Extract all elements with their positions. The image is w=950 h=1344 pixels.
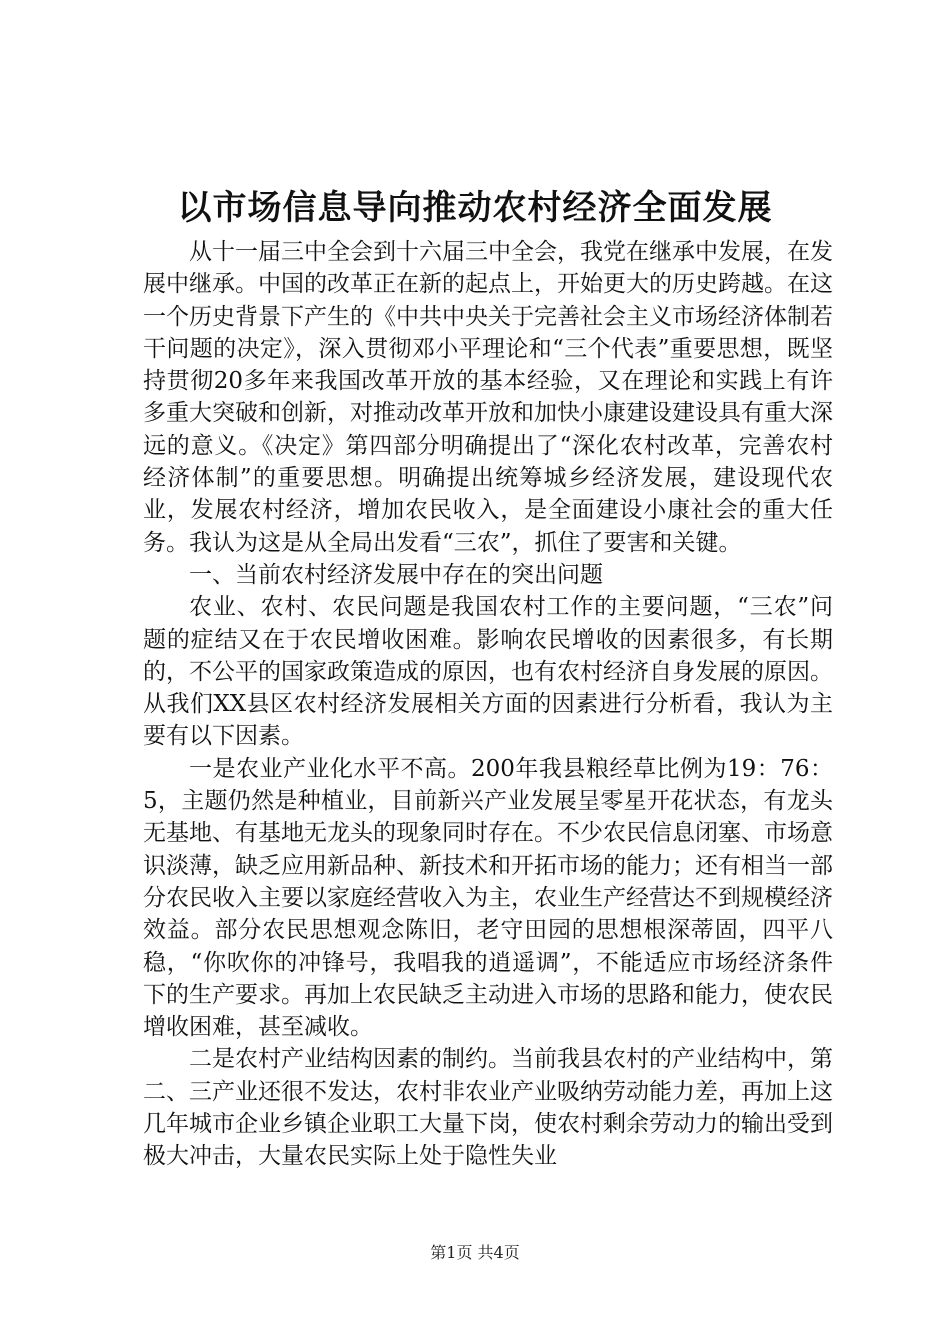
paragraph-industry-structure: 二是农村产业结构因素的制约。当前我县农村的产业结构中，第二、三产业还很不发达，农村非农业产业吸纳劳动能力差，再加上这几年城市企业乡镇企业职工大量下岗，使农村剩余劳动力的输出受到极大冲击，大量农民实际上处于隐性失业 [143, 1046, 833, 1170]
paragraph-three-rural-issues: 农业、农村、农民问题是我国农村工作的主要问题，“三农”问题的症结又在于农民增收困难。影响农民增收的因素很多，有长期的，不公平的国家政策造成的原因，也有农村经济自身发展的原因。从我们XX县区农村经济发展相关方面的因素进行分析看，我认为主要有以下因素。 [143, 594, 833, 750]
section-heading-1: 一、当前农村经济发展中存在的突出问题 [189, 561, 603, 588]
page-footer: 第1页 共4页 [430, 1243, 520, 1262]
document-body [143, 236, 833, 1173]
document-title: 以市场信息导向推动农村经济全面发展 [177, 188, 773, 228]
paragraph-intro: 从十一届三中全会到十六届三中全会，我党在继承中发展，在发展中继承。中国的改革正在新的起点上，开始更大的历史跨越。在这一个历史背景下产生的《中共中央关于完善社会主义市场经济体制若干问题的决定》，深入贯彻邓小平理论和“三个代表”重要思想，既坚持贯彻20多年来我国改革开放的基本经验，又在理论和实践上有许多重大突破和创新，对推动改革开放和加快小康建设建设具有重大深远的意义。《决定》第四部分明确提出了“深化农村改革，完善农村经济体制”的重要思想。明确提出统筹城乡经济发展，建设现代农业，发展农村经济，增加农民收入，是全面建设小康社会的重大任务。我认为这是从全局出发看“三农”，抓住了要害和关键。 [143, 239, 833, 556]
paragraph-industrialization: 一是农业产业化水平不高。200年我县粮经草比例为19：76：5，主题仍然是种植业，目前新兴产业发展呈零星开花状态，有龙头无基地、有基地无龙头的现象同时存在。不少农民信息闭塞、市场意识淡薄，缺乏应用新品种、新技术和开拓市场的能力；还有相当一部分农民收入主要以家庭经营收入为主，农业生产经营达不到规模经济效益。部分农民思想观念陈旧，老守田园的思想根深蒂固，四平八稳，“你吹你的冲锋号，我唱我的逍遥调”，不能适应市场经济条件下的生产要求。再加上农民缺乏主动进入市场的思路和能力，使农民增收困难，甚至减收。 [143, 755, 833, 1041]
